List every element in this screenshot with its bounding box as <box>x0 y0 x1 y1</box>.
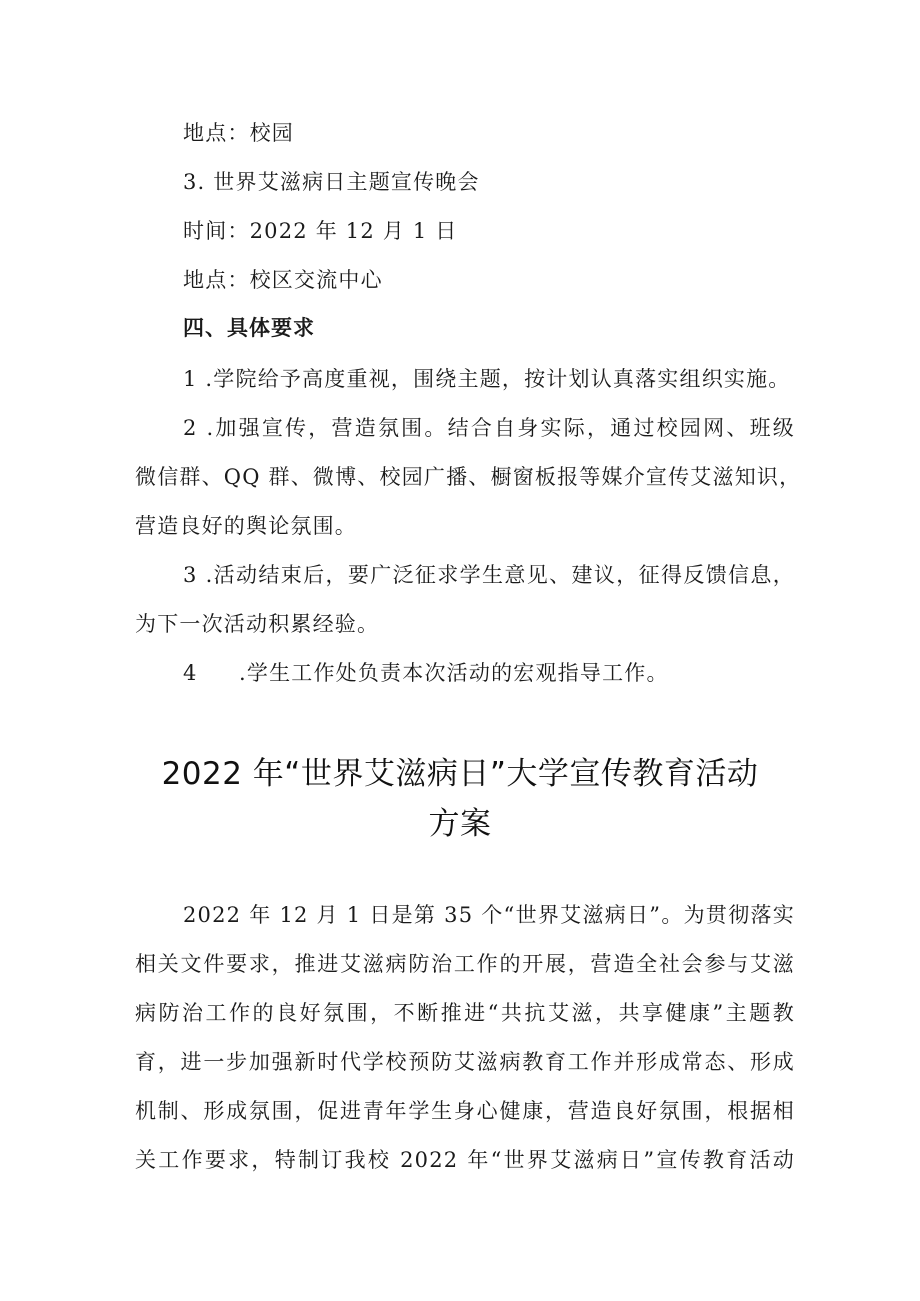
requirement-3-line-2: 为下一次活动积累经验。 <box>135 612 380 636</box>
document-title-line-2: 方案 <box>428 806 492 842</box>
requirement-4-number: 4 <box>183 661 198 685</box>
section-heading-requirements: 四、具体要求 <box>183 316 315 340</box>
body-paragraph-line-4: 育，进一步加强新时代学校预防艾滋病教育工作并形成常态、形成 <box>135 1050 795 1074</box>
requirement-2-line-1: 2 .加强宣传，营造氛围。结合自身实际，通过校园网、班级 <box>183 416 795 440</box>
body-paragraph-line-6: 关工作要求，特制订我校 2022 年“世界艾滋病日”宣传教育活动 <box>135 1148 795 1172</box>
body-paragraph-line-1: 2022 年 12 月 1 日是第 35 个“世界艾滋病日”。为贯彻落实 <box>183 903 795 927</box>
location-exchange-center: 地点：校区交流中心 <box>183 268 383 292</box>
item-3-evening-party: 3. 世界艾滋病日主题宣传晚会 <box>183 170 480 194</box>
requirement-2-line-3: 营造良好的舆论氛围。 <box>135 514 357 538</box>
requirement-1: 1 .学院给予高度重视，围绕主题，按计划认真落实组织实施。 <box>183 367 791 391</box>
requirement-2-line-2: 微信群、QQ 群、微博、校园广播、橱窗板报等媒介宣传艾滋知识， <box>135 465 802 489</box>
time-line: 时间：2022 年 12 月 1 日 <box>183 219 458 243</box>
requirement-4 <box>183 658 795 688</box>
document-title-line-1: 2022 年“世界艾滋病日”大学宣传教育活动 <box>161 756 759 792</box>
requirement-3-line-1: 3 .活动结束后，要广泛征求学生意见、建议，征得反馈信息， <box>183 563 795 587</box>
body-paragraph-line-3: 病防治工作的良好氛围，不断推进“共抗艾滋，共享健康”主题教 <box>135 1001 795 1025</box>
body-paragraph-line-2: 相关文件要求，推进艾滋病防治工作的开展，营造全社会参与艾滋 <box>135 952 795 976</box>
requirement-4-text: .学生工作处负责本次活动的宏观指导工作。 <box>239 661 669 685</box>
location-campus: 地点：校园 <box>183 121 294 145</box>
body-paragraph-line-5: 机制、形成氛围，促进青年学生身心健康，营造良好氛围，根据相 <box>135 1099 795 1123</box>
